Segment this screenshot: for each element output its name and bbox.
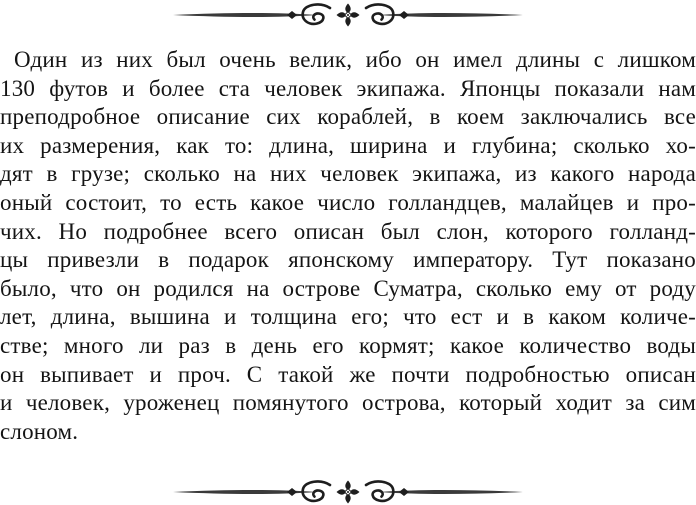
text-line: Один из них был очень велик, ибо он имел длины с лишком: [14, 47, 696, 72]
text-line: слоном.: [0, 418, 79, 444]
text-line: стве; много ли раз в день его кормят; какое количество воды: [0, 332, 696, 358]
text-line: лет, длина, вышина и толщина его; что ест и в каком количе-: [0, 304, 696, 330]
bottom-fleuron-divider-icon: [171, 479, 525, 505]
text-line: было, что он родился на острове Суматра, сколько ему от роду: [0, 275, 696, 301]
text-line: оный состоит, то есть какое число голландцев, малайцев и про-: [0, 189, 696, 215]
text-line: 130 футов и более ста человек экипажа. Японцы показали нам: [0, 75, 696, 101]
text-line: он выпивает и проч. С такой же почти подробностью описан: [0, 361, 696, 387]
text-line: их размерения, как то: длина, ширина и глубина; сколько хо-: [0, 132, 696, 158]
text-line: преподробное описание сих кораблей, в коем заключались все: [0, 104, 696, 130]
text-line: и человек, уроженец помянутого острова, который ходит за сим: [0, 390, 696, 416]
body-text: [0, 46, 696, 446]
text-line: дят в грузе; сколько на них человек экипажа, из какого народа: [0, 161, 696, 187]
top-fleuron-divider-icon: [171, 2, 525, 28]
text-line: чих. Но подробнее всего описан был слон, которого голланд-: [0, 218, 696, 244]
text-line: цы привезли в подарок японскому императору. Тут показано: [0, 247, 696, 273]
